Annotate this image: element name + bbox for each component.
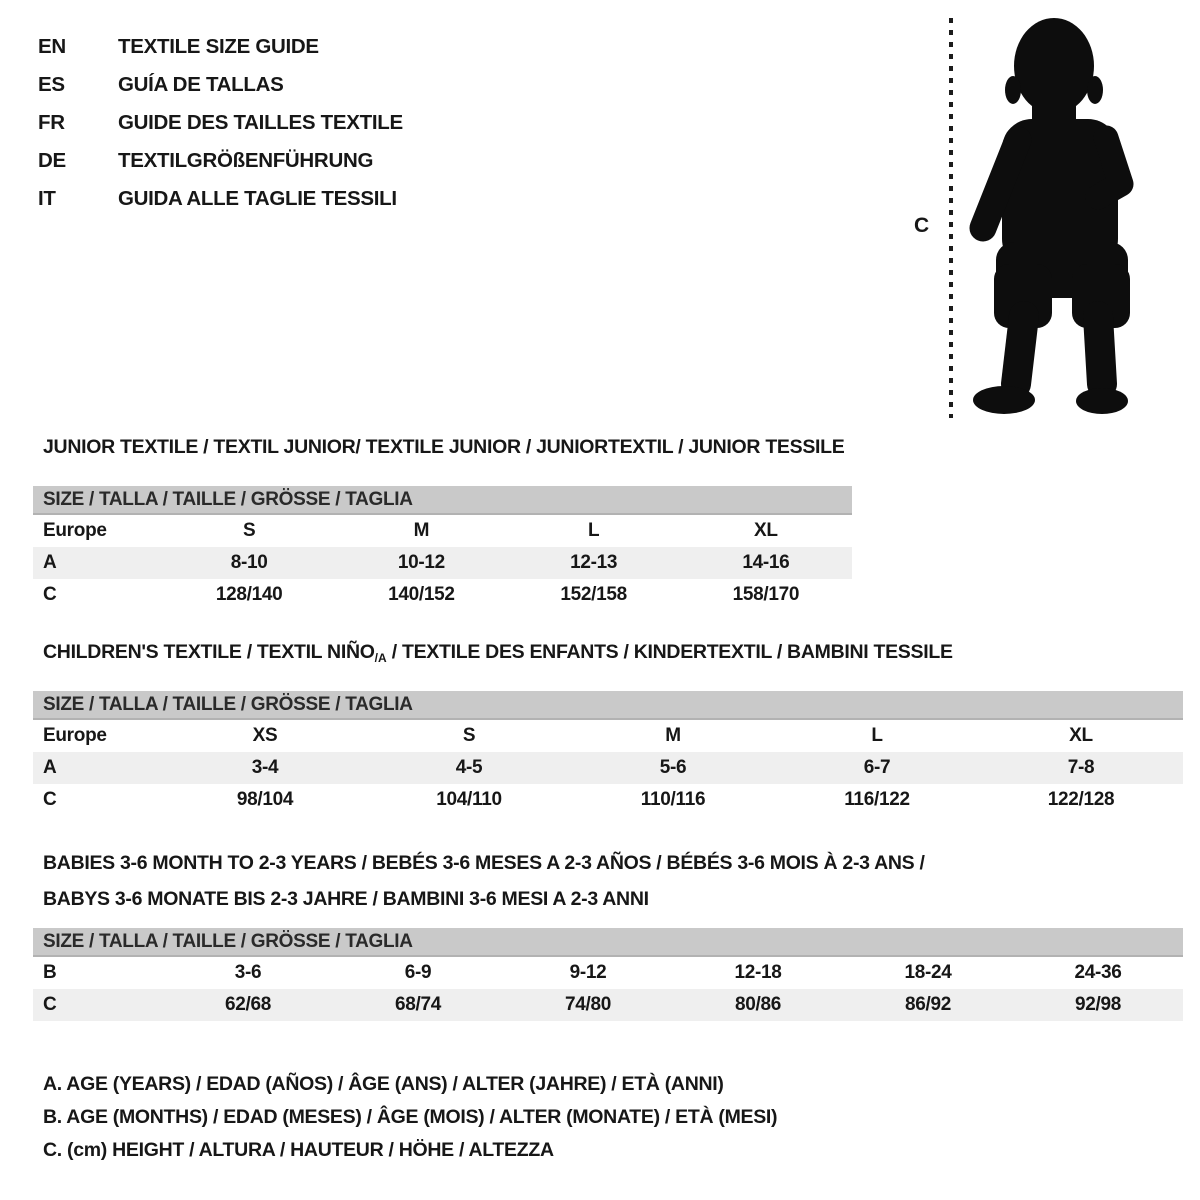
size-cell: XL <box>754 520 778 541</box>
language-header <box>38 28 403 218</box>
size-cell: 6-7 <box>863 757 891 778</box>
babies-size-table <box>33 928 1183 1021</box>
language-row <box>38 28 403 66</box>
size-cell: L <box>871 725 883 746</box>
table-row <box>33 579 852 611</box>
language-row <box>38 180 403 218</box>
row-label: Europe <box>43 725 107 746</box>
children-size-table <box>33 691 1183 816</box>
table-row <box>33 989 1183 1021</box>
legend-line-b: B. AGE (MONTHS) / EDAD (MESES) / ÂGE (MOIS) / ALTER (MONATE) / ETÀ (MESI) <box>43 1106 778 1128</box>
size-cell: 152/158 <box>560 584 627 605</box>
language-row <box>38 66 403 104</box>
row-label: A <box>43 757 57 778</box>
size-header-bar: SIZE / TALLA / TAILLE / GRÖSSE / TAGLIA <box>33 486 852 515</box>
size-cell: 68/74 <box>394 994 442 1015</box>
size-cell: 158/170 <box>732 584 800 605</box>
size-cell: 4-5 <box>455 757 483 778</box>
size-cell: 122/128 <box>1047 789 1115 810</box>
size-cell: 128/140 <box>215 584 283 605</box>
size-cell: 10-12 <box>397 552 445 573</box>
children-table <box>33 720 1183 816</box>
junior-table <box>33 515 852 611</box>
height-measure-dashed-line <box>949 18 953 418</box>
size-cell: 12-13 <box>570 552 618 573</box>
table-row <box>33 752 1183 784</box>
legend <box>43 1068 777 1167</box>
size-cell: 18-24 <box>904 962 952 983</box>
row-label: C <box>43 789 57 810</box>
toddler-silhouette-image <box>966 16 1138 422</box>
size-cell: 104/110 <box>436 789 502 810</box>
table-row <box>33 547 852 579</box>
junior-size-table <box>33 486 852 611</box>
table-row <box>33 784 1183 816</box>
size-cell: XS <box>252 725 278 746</box>
row-label: B <box>43 962 57 983</box>
size-header-bar: SIZE / TALLA / TAILLE / GRÖSSE / TAGLIA <box>33 691 1183 720</box>
table-row <box>33 515 852 547</box>
language-label: TEXTILE SIZE GUIDE <box>118 35 319 58</box>
language-code: EN <box>38 35 66 58</box>
babies-title-line2: BABYS 3-6 MONATE BIS 2-3 JAHRE / BAMBINI 3-6 MESI A 2-3 ANNI <box>43 888 649 910</box>
size-cell: 14-16 <box>742 552 790 573</box>
size-cell: 5-6 <box>659 757 687 778</box>
babies-table <box>33 957 1183 1021</box>
row-label: Europe <box>43 520 107 541</box>
size-cell: S <box>462 725 476 746</box>
language-code: FR <box>38 111 65 134</box>
size-cell: 92/98 <box>1074 994 1122 1015</box>
language-label: GUÍA DE TALLAS <box>118 73 284 96</box>
size-cell: 116/122 <box>844 789 910 810</box>
language-code: ES <box>38 73 65 96</box>
children-section-title <box>43 641 953 664</box>
size-cell: 62/68 <box>224 994 272 1015</box>
babies-section-title <box>43 845 925 917</box>
size-cell: M <box>665 725 681 746</box>
size-cell: 6-9 <box>404 962 432 983</box>
row-label: C <box>43 994 57 1015</box>
children-title-post: / TEXTILE DES ENFANTS / KINDERTEXTIL / BAMBINI TESSILE <box>386 641 953 663</box>
children-title-sub: /A <box>374 651 387 665</box>
children-title-pre: CHILDREN'S TEXTILE / TEXTIL NIÑO <box>43 641 375 663</box>
legend-line-c: C. (cm) HEIGHT / ALTURA / HAUTEUR / HÖHE / ALTEZZA <box>43 1139 554 1161</box>
size-cell: 98/104 <box>236 789 294 810</box>
size-cell: 80/86 <box>734 994 782 1015</box>
size-cell: M <box>413 520 430 541</box>
size-cell: XL <box>1069 725 1093 746</box>
size-cell: 3-6 <box>234 962 262 983</box>
language-code: IT <box>38 187 56 210</box>
junior-section-title: JUNIOR TEXTILE / TEXTIL JUNIOR/ TEXTILE JUNIOR / JUNIORTEXTIL / JUNIOR TESSILE <box>43 436 845 458</box>
row-label: C <box>43 584 57 605</box>
size-cell: 110/116 <box>640 789 706 810</box>
row-label: A <box>43 552 57 573</box>
size-cell: S <box>242 520 256 541</box>
language-label: GUIDE DES TAILLES TEXTILE <box>118 111 403 134</box>
language-label: GUIDA ALLE TAGLIE TESSILI <box>118 187 397 210</box>
size-cell: 12-18 <box>734 962 782 983</box>
size-cell: 7-8 <box>1067 757 1095 778</box>
language-label: TEXTILGRÖßENFÜHRUNG <box>118 149 374 172</box>
language-code: DE <box>38 149 66 172</box>
language-row <box>38 142 403 180</box>
size-cell: 3-4 <box>251 757 279 778</box>
size-header-bar: SIZE / TALLA / TAILLE / GRÖSSE / TAGLIA <box>33 928 1183 957</box>
size-cell: 86/92 <box>904 994 952 1015</box>
size-cell: 24-36 <box>1074 962 1122 983</box>
table-row <box>33 957 1183 989</box>
legend-line-a: A. AGE (YEARS) / EDAD (AÑOS) / ÂGE (ANS) / ALTER (JAHRE) / ETÀ (ANNI) <box>43 1073 724 1095</box>
size-cell: 9-12 <box>569 962 607 983</box>
table-row <box>33 720 1183 752</box>
size-cell: 74/80 <box>564 994 612 1015</box>
height-measure-label: C <box>914 214 929 237</box>
size-cell: L <box>587 520 600 541</box>
language-row <box>38 104 403 142</box>
size-cell: 140/152 <box>388 584 455 605</box>
size-cell: 8-10 <box>230 552 268 573</box>
babies-title-line1: BABIES 3-6 MONTH TO 2-3 YEARS / BEBÉS 3-6 MESES A 2-3 AÑOS / BÉBÉS 3-6 MOIS À 2-3 ANS / <box>43 852 925 874</box>
